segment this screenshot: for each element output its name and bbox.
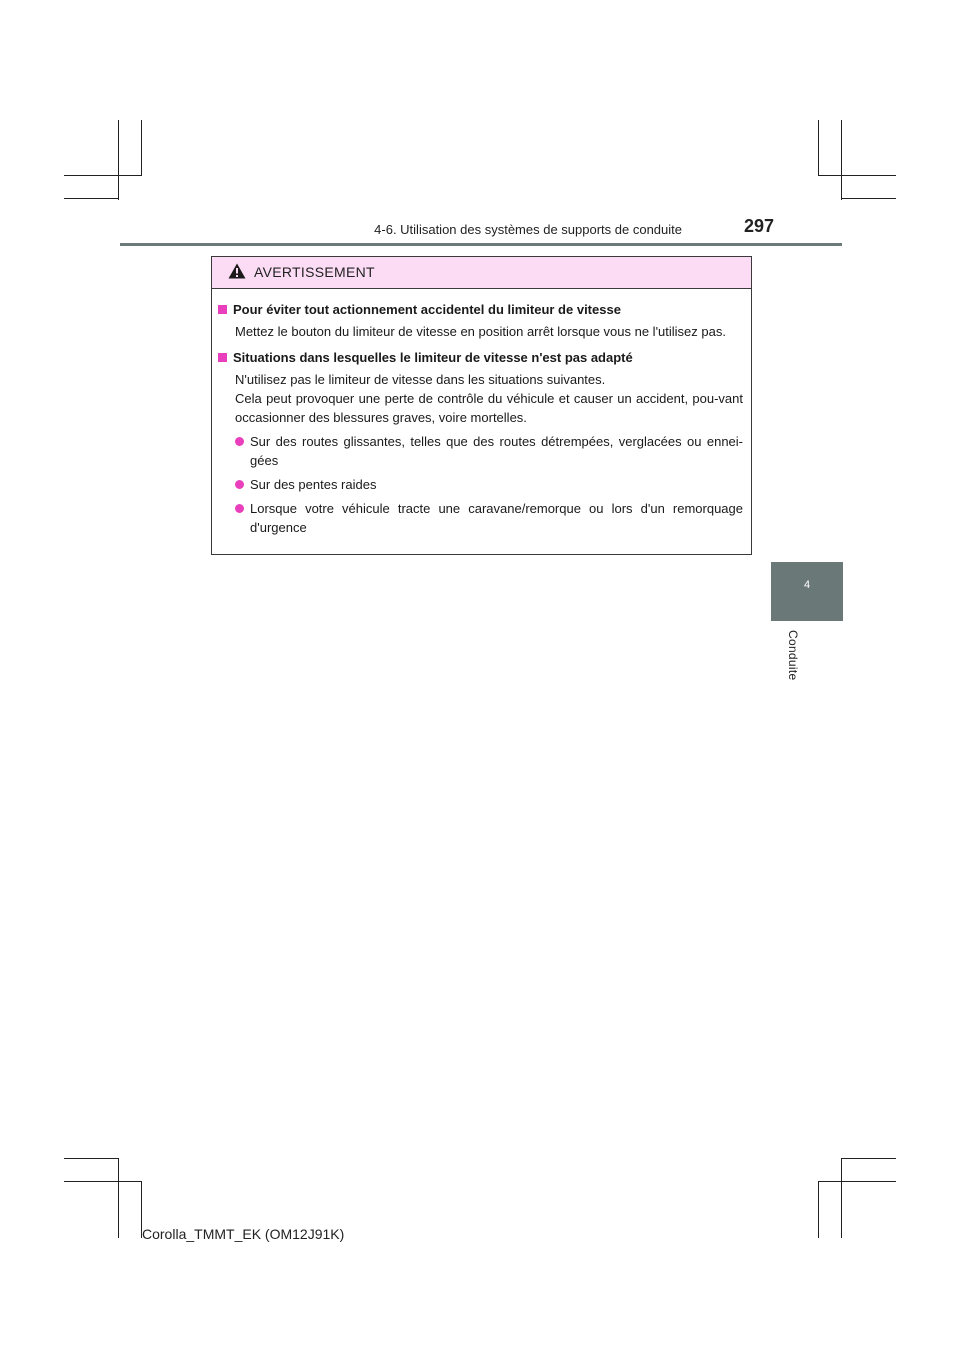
crop-mark [841,1158,842,1238]
crop-mark [64,175,142,176]
square-bullet-icon [218,353,227,362]
crop-mark [141,120,142,176]
crop-mark [818,175,896,176]
round-bullet-icon [235,437,244,446]
section-heading [218,300,743,319]
crop-mark [64,198,119,199]
list-item-text: Sur des pentes raides [250,477,377,492]
list-item [218,432,743,470]
paragraph: Mettez le bouton du limiteur de vitesse en position arrêt lorsque vous ne l'utilisez pas. [235,324,726,339]
warning-section [218,300,743,341]
warning-header [212,257,751,289]
chapter-number: 4 [803,579,811,591]
page-number: 297 [743,216,774,236]
crop-mark [841,120,842,200]
round-bullet-icon [235,504,244,513]
paragraph: N'utilisez pas le limiteur de vitesse dans les situations suivantes. [235,372,606,387]
round-bullet-icon [235,480,244,489]
list-item [218,499,743,537]
section-title: 4-6. Utilisation des systèmes de supports de conduite [374,222,682,237]
crop-mark [818,1181,896,1182]
crop-mark [841,198,896,199]
list-item-text: Sur des routes glissantes, telles que des routes détrempées, verglacées ou ennei-gées [250,434,743,468]
crop-mark [64,1158,119,1159]
warning-section [218,348,743,537]
chapter-tab [771,562,843,621]
crop-mark [118,120,119,200]
paragraph: Cela peut provoquer une perte de contrôle du véhicule et causer un accident, pou-vant occasionner des blessures graves, voire mortelles. [235,391,743,425]
page-header [120,214,842,244]
crop-mark [818,120,819,176]
crop-mark [818,1181,819,1238]
square-bullet-icon [218,305,227,314]
header-rule [120,243,842,246]
section-heading-text: Situations dans lesquelles le limiteur de vitesse n'est pas adapté [233,350,633,365]
crop-mark [118,1158,119,1238]
section-heading-text: Pour éviter tout actionnement accidentel du limiteur de vitesse [233,302,621,317]
warning-title: AVERTISSEMENT [254,264,375,280]
document-id: Corolla_TMMT_EK (OM12J91K) [142,1226,345,1242]
warning-box [211,256,752,555]
list-item-text: Lorsque votre véhicule tracte une caravane/remorque ou lors d'un remorquage d'urgence [250,501,743,535]
crop-mark [64,1181,142,1182]
warning-triangle-icon [228,263,246,279]
section-heading [218,348,743,367]
warning-body [212,289,751,537]
crop-mark [841,1158,896,1159]
list-item [218,475,743,494]
chapter-label: Conduite [786,630,800,681]
